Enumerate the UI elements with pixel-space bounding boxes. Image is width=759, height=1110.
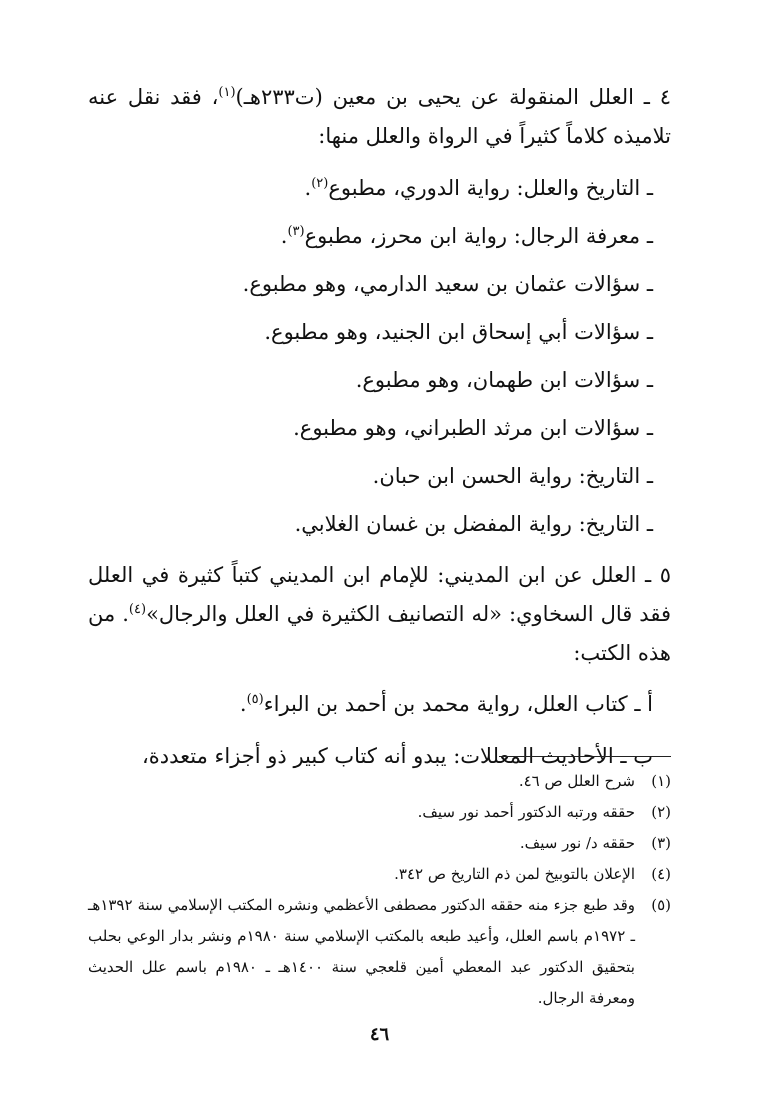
- footnotes: [88, 766, 671, 1014]
- item-4-paragraph: ٤ ـ العلل المنقولة عن يحيى بن معين (ت٢٣٣هـ)$^{(١)}$، فقد نقل عنه تلاميذه كلاماً كثيراً في الرواة والعلل منها:: [88, 85, 671, 148]
- footnote: (٣) حققه د/ نور سيف.: [519, 834, 671, 852]
- footnote-ref-2[interactable]: (٢): [311, 176, 329, 191]
- footnote: (١) شرح العلل ص ٤٦.: [518, 772, 671, 790]
- footnote: (٢) حققه ورتبه الدكتور أحمد نور سيف.: [417, 803, 671, 821]
- main-text: [88, 78, 671, 779]
- footnote-ref-5[interactable]: (٥): [246, 692, 264, 707]
- footnote: (٥) وقد طبع جزء منه حققه الدكتور مصطفى الأعظمي ونشره المكتب الإسلامي سنة ١٣٩٢هـ ـ ١٩٧٢م باسم العلل، وأعيد طبعه بالمكتب الإسلامي سنة ١٩٨٠م ونشر بدار الوعي بحلب بتحقيق الدكتور عبد المعطي أمين قلعجي سنة ١٤٠٠هـ ـ ١٩٨٠م باسم علل الحديث ومعرفة الرجال.: [88, 896, 671, 1007]
- footnote-ref-4[interactable]: (٤): [128, 602, 147, 617]
- list-item: ـ سؤالات أبي إسحاق ابن الجنيد، وهو مطبوع.: [264, 320, 653, 344]
- footnote-divider: [499, 756, 671, 757]
- footnote-ref-1[interactable]: (١): [218, 85, 236, 100]
- list-item: ـ التاريخ: رواية المفضل بن غسان الغلابي.: [294, 512, 653, 536]
- list-item: ـ سؤالات ابن مرثد الطبراني، وهو مطبوع.: [293, 416, 653, 440]
- sub-item-b: ب ـ الأحاديث المعللات: يبدو أنه كتاب كبير ذو أجزاء متعددة،: [141, 744, 653, 768]
- list-item: ـ سؤالات عثمان بن سعيد الدارمي، وهو مطبوع.: [242, 272, 653, 296]
- footnote-ref-3[interactable]: (٣): [287, 224, 305, 239]
- ibn-maeen-books-list: [88, 164, 671, 548]
- footnote: (٤) الإعلان بالتوبيخ لمن ذم التاريخ ص ٣٤٢.: [394, 865, 671, 883]
- list-item: ـ التاريخ والعلل: رواية الدوري، مطبوع$^{(٢)}$.: [304, 176, 653, 200]
- list-item: ـ معرفة الرجال: رواية ابن محرز، مطبوع$^{(٣)}$.: [280, 224, 653, 248]
- list-item: ـ سؤالات ابن طهمان، وهو مطبوع.: [355, 368, 653, 392]
- item-5-paragraph: ٥ ـ العلل عن ابن المديني: للإمام ابن المديني كتباً كثيرة في العلل فقد قال السخاوي: «له التصانيف الكثيرة في العلل والرجال»$^{(٤)}$. من هذه الكتب:: [88, 563, 671, 665]
- list-item: ـ التاريخ: رواية الحسن ابن حبان.: [372, 464, 653, 488]
- sub-item-a: أ ـ كتاب العلل، رواية محمد بن أحمد بن البراء$^{(٥)}$.: [239, 692, 653, 716]
- page-number: ٤٦: [369, 1024, 390, 1045]
